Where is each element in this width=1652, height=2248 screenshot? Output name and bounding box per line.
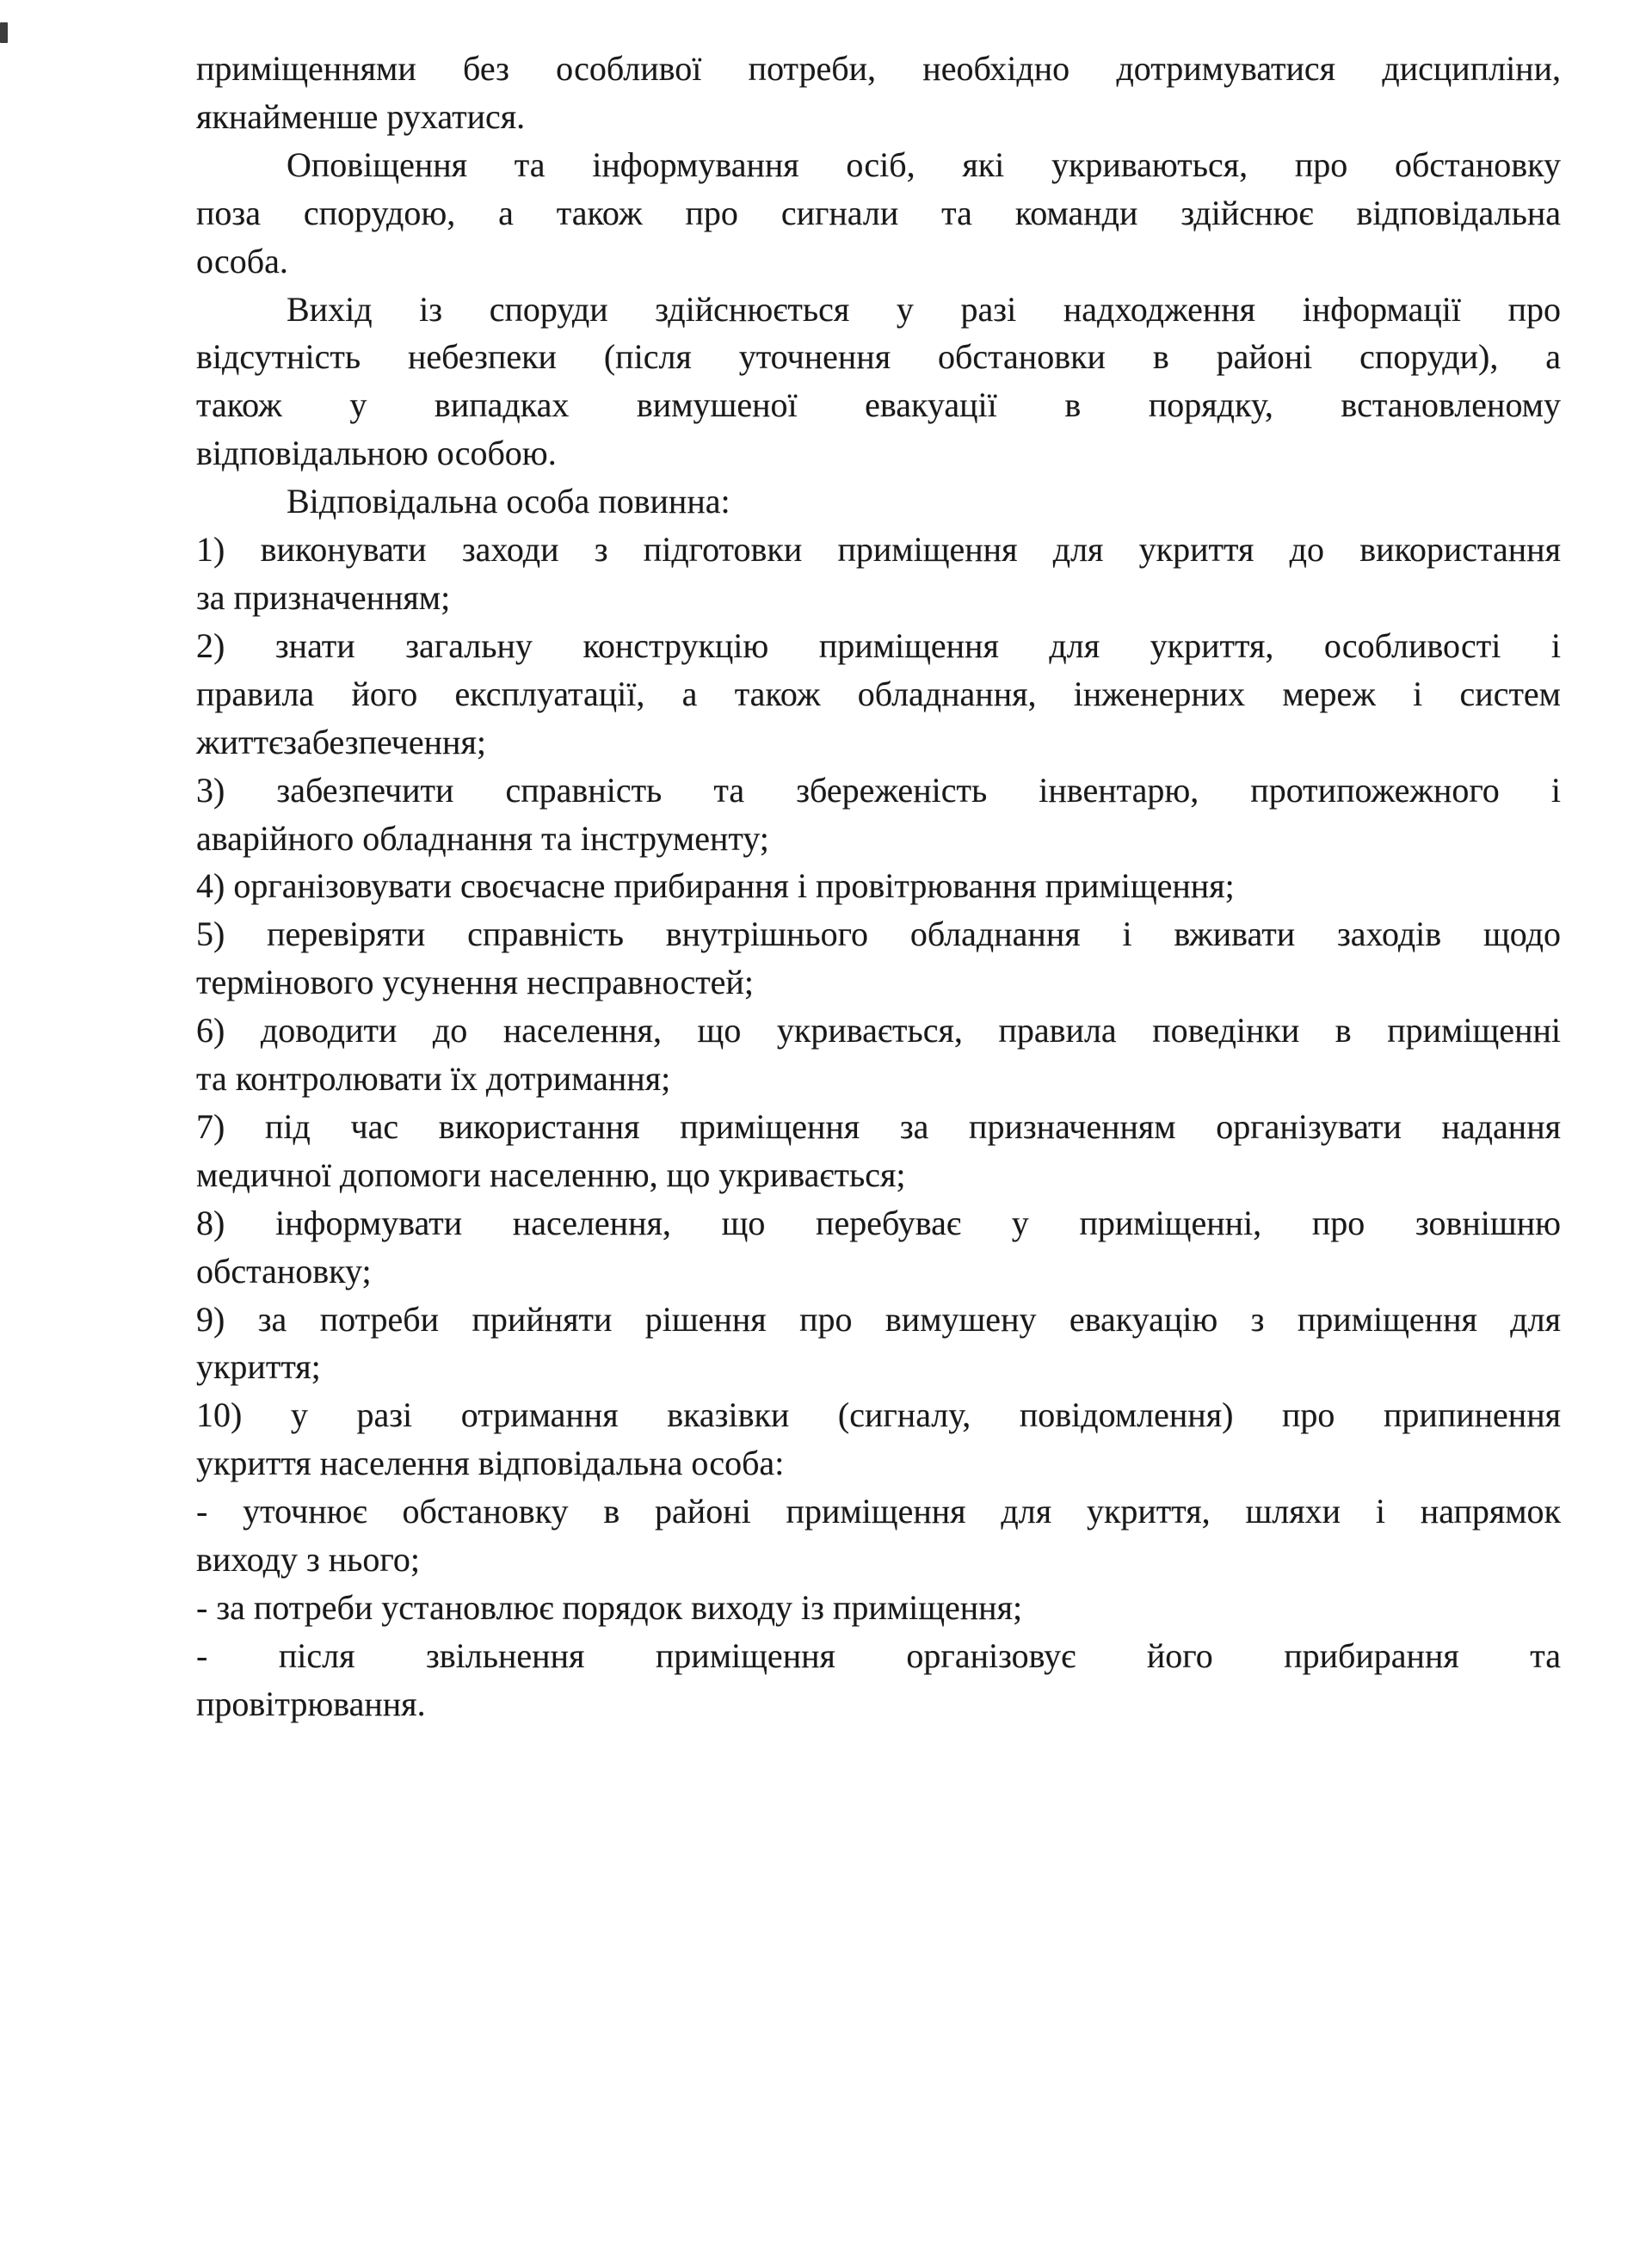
text-line: приміщеннями без особливої потреби, необхідно дотримуватися дисципліни, bbox=[196, 49, 1561, 88]
text-line: 6) доводити до населення, що укривається, правила поведінки в приміщенні bbox=[196, 1011, 1561, 1050]
text-line: 7) під час використання приміщення за призначенням організувати надання bbox=[196, 1106, 1561, 1146]
document-text bbox=[196, 45, 1561, 1728]
text-line: - уточнює обстановку в районі приміщення для укриття, шляхи і напрямок bbox=[196, 1492, 1561, 1531]
text-line: 10) у разі отримання вказівки (сигналу, повідомлення) про припинення bbox=[196, 1395, 1561, 1435]
text-line: якнайменше рухатися. bbox=[196, 96, 526, 136]
text-line: відсутність небезпеки (після уточнення обстановки в районі споруди), а bbox=[196, 337, 1561, 377]
text-line: виходу з нього; bbox=[196, 1540, 420, 1580]
text-line: життєзабезпечення; bbox=[196, 722, 486, 761]
text-line: 4) організовувати своєчасне прибирання і провітрювання приміщення; bbox=[196, 866, 1235, 906]
text-line: та контролювати їх дотримання; bbox=[196, 1059, 671, 1099]
scan-artifact bbox=[0, 22, 8, 43]
text-line: медичної допомоги населенню, що укривається; bbox=[196, 1155, 906, 1194]
text-line: - за потреби установлює порядок виходу із приміщення; bbox=[196, 1588, 1023, 1627]
text-line: Відповідальна особа повинна: bbox=[287, 482, 730, 521]
text-line: 1) виконувати заходи з підготовки приміщення для укриття до використання bbox=[196, 530, 1561, 570]
text-line: - після звільнення приміщення організовує його прибирання та bbox=[196, 1635, 1561, 1675]
text-line: особа. bbox=[196, 241, 288, 280]
text-line: 8) інформувати населення, що перебуває у приміщенні, про зовнішню bbox=[196, 1203, 1561, 1242]
text-line: 5) перевіряти справність внутрішнього обладнання і вживати заходів щодо bbox=[196, 915, 1561, 954]
text-line: поза спорудою, а також про сигнали та команди здійснює відповідальна bbox=[196, 193, 1561, 232]
text-line: відповідальною особою. bbox=[196, 434, 557, 473]
text-line: за призначенням; bbox=[196, 577, 451, 617]
text-line: правила його експлуатації, а також обладнання, інженерних мереж і систем bbox=[196, 674, 1561, 713]
text-line: Оповіщення та інформування осіб, які укриваються, про обстановку bbox=[287, 145, 1561, 184]
text-line: 2) знати загальну конструкцію приміщення для укриття, особливості і bbox=[196, 625, 1561, 665]
text-line: термінового усунення несправностей; bbox=[196, 963, 754, 1002]
text-line: обстановку; bbox=[196, 1251, 372, 1290]
text-line: укриття; bbox=[196, 1347, 321, 1387]
text-line: аварійного обладнання та інструменту; bbox=[196, 818, 769, 858]
text-line: також у випадках вимушеної евакуації в порядку, встановленому bbox=[196, 385, 1561, 425]
text-line: укриття населення відповідальна особа: bbox=[196, 1444, 785, 1483]
text-line: 9) за потреби прийняти рішення про вимушену евакуацію з приміщення для bbox=[196, 1299, 1561, 1339]
text-line: провітрювання. bbox=[196, 1684, 426, 1723]
text-line: Вихід із споруди здійснюється у разі надходження інформації про bbox=[287, 289, 1561, 329]
text-line: 3) забезпечити справність та збереженість інвентарю, протипожежного і bbox=[196, 770, 1561, 810]
